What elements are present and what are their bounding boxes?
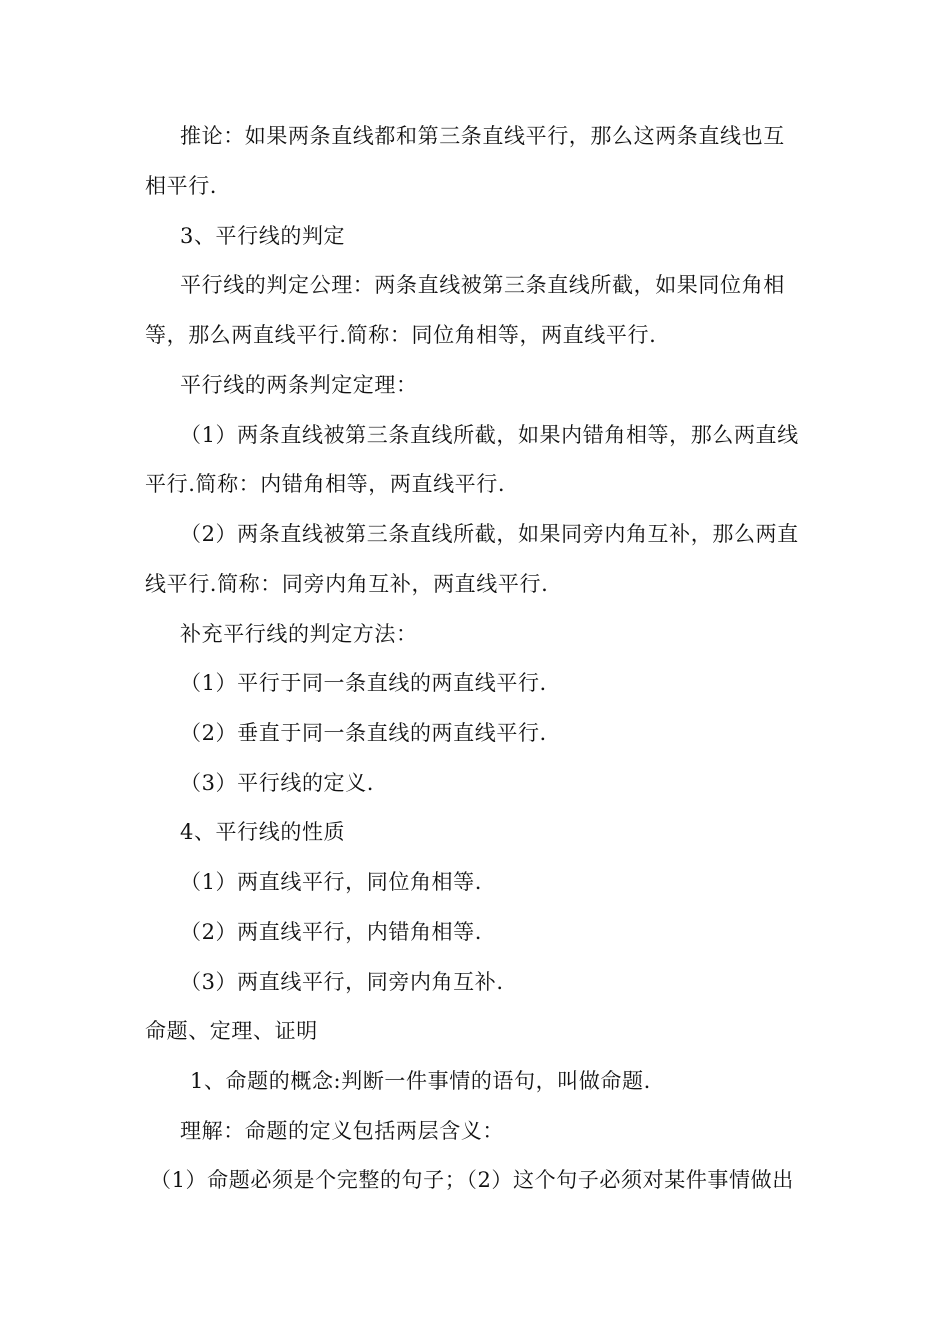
section-heading-3: 3、平行线的判定	[180, 224, 346, 248]
theorem-2-line-1: （2）两条直线被第三条直线所截，如果同旁内角互补，那么两直	[180, 522, 799, 546]
section-heading-4: 4、平行线的性质	[180, 820, 346, 844]
theorem-1-line-1: （1）两条直线被第三条直线所截，如果内错角相等，那么两直线	[180, 423, 799, 447]
propositions-heading: 命题、定理、证明	[145, 1019, 318, 1043]
corollary-line-2: 相平行.	[145, 174, 218, 198]
axiom-line-2: 等，那么两直线平行.简称：同位角相等，两直线平行.	[145, 323, 657, 347]
property-item-1: （1）两直线平行，同位角相等.	[180, 870, 483, 894]
supplement-item-1: （1）平行于同一条直线的两直线平行.	[180, 671, 547, 695]
supplement-item-3: （3）平行线的定义.	[180, 771, 375, 795]
theorems-heading: 平行线的两条判定定理：	[180, 373, 418, 397]
understanding-line: 理解：命题的定义包括两层含义：	[180, 1119, 504, 1143]
theorem-1-line-2: 平行.简称：内错角相等，两直线平行.	[145, 472, 506, 496]
proposition-meaning-line: （1）命题必须是个完整的句子；（2）这个句子必须对某件事情做出	[150, 1168, 794, 1192]
supplement-heading: 补充平行线的判定方法：	[180, 622, 418, 646]
theorem-2-line-2: 线平行.简称：同旁内角互补，两直线平行.	[145, 572, 549, 596]
axiom-line-1: 平行线的判定公理：两条直线被第三条直线所截，如果同位角相	[180, 273, 785, 297]
proposition-concept: 1、命题的概念:判断一件事情的语句，叫做命题.	[190, 1069, 651, 1093]
corollary-line-1: 推论：如果两条直线都和第三条直线平行，那么这两条直线也互	[180, 124, 785, 148]
supplement-item-2: （2）垂直于同一条直线的两直线平行.	[180, 721, 547, 745]
property-item-3: （3）两直线平行，同旁内角互补.	[180, 970, 504, 994]
property-item-2: （2）两直线平行，内错角相等.	[180, 920, 483, 944]
